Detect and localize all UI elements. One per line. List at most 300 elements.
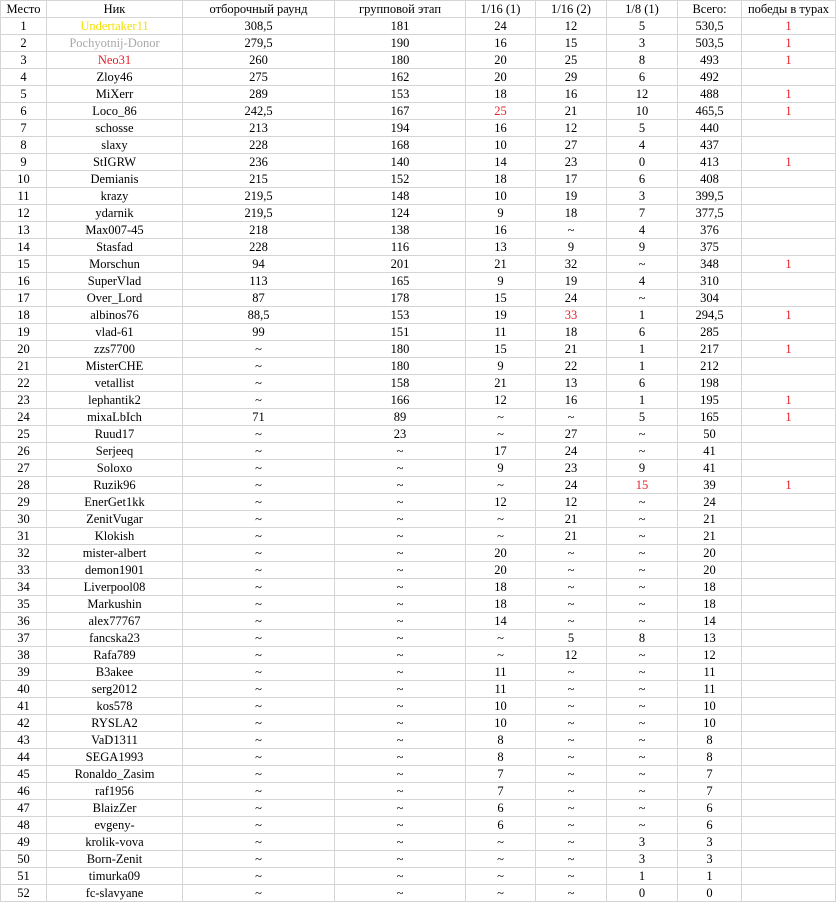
table-row — [1, 545, 836, 562]
r16-leg1-cell: ~ — [607, 528, 678, 545]
nick-cell: StIGRW — [47, 154, 183, 171]
table-row — [1, 171, 836, 188]
round-wins-cell — [742, 562, 836, 579]
r32-leg1-cell: 8 — [466, 749, 536, 766]
r32-leg2-cell: 24 — [536, 290, 607, 307]
total-cell: 377,5 — [678, 205, 742, 222]
round-wins-cell — [742, 885, 836, 902]
nick-cell: Morschun — [47, 256, 183, 273]
r32-leg1-cell: 8 — [466, 732, 536, 749]
place-cell: 45 — [1, 766, 47, 783]
col-header-round-wins: победы в турах — [742, 1, 836, 18]
total-cell: 39 — [678, 477, 742, 494]
total-cell: 198 — [678, 375, 742, 392]
nick-cell: fancska23 — [47, 630, 183, 647]
r32-leg2-cell: 21 — [536, 511, 607, 528]
round-wins-cell — [742, 528, 836, 545]
round-wins-cell — [742, 443, 836, 460]
qualifying-cell: ~ — [183, 868, 335, 885]
group-cell: ~ — [335, 868, 466, 885]
table-row — [1, 69, 836, 86]
nick-cell: Soloxo — [47, 460, 183, 477]
nick-cell: slaxy — [47, 137, 183, 154]
round-wins-cell — [742, 273, 836, 290]
table-row — [1, 426, 836, 443]
nick-cell: Liverpool08 — [47, 579, 183, 596]
round-wins-cell — [742, 783, 836, 800]
r16-leg1-cell: ~ — [607, 613, 678, 630]
qualifying-cell: ~ — [183, 494, 335, 511]
group-cell: 194 — [335, 120, 466, 137]
round-wins-cell — [742, 426, 836, 443]
col-header-round-of-16-leg1: 1/8 (1) — [607, 1, 678, 18]
place-cell: 4 — [1, 69, 47, 86]
nick-cell: krazy — [47, 188, 183, 205]
nick-cell: Stasfad — [47, 239, 183, 256]
qualifying-cell: 228 — [183, 239, 335, 256]
r32-leg1-cell: 10 — [466, 188, 536, 205]
qualifying-cell: 289 — [183, 86, 335, 103]
qualifying-cell: ~ — [183, 341, 335, 358]
qualifying-cell: ~ — [183, 749, 335, 766]
r32-leg2-cell: ~ — [536, 817, 607, 834]
total-cell: 348 — [678, 256, 742, 273]
round-wins-cell — [742, 613, 836, 630]
group-cell: 153 — [335, 86, 466, 103]
total-cell: 3 — [678, 834, 742, 851]
nick-cell: krolik-vova — [47, 834, 183, 851]
round-wins-cell — [742, 766, 836, 783]
place-cell: 6 — [1, 103, 47, 120]
table-row — [1, 137, 836, 154]
total-cell: 50 — [678, 426, 742, 443]
place-cell: 20 — [1, 341, 47, 358]
place-cell: 38 — [1, 647, 47, 664]
qualifying-cell: 213 — [183, 120, 335, 137]
r16-leg1-cell: 4 — [607, 273, 678, 290]
r16-leg1-cell: 15 — [607, 477, 678, 494]
place-cell: 15 — [1, 256, 47, 273]
table-row — [1, 188, 836, 205]
total-cell: 6 — [678, 800, 742, 817]
r32-leg1-cell: 12 — [466, 392, 536, 409]
r32-leg1-cell: 16 — [466, 35, 536, 52]
round-wins-cell — [742, 69, 836, 86]
r32-leg2-cell: 21 — [536, 528, 607, 545]
round-wins-cell — [742, 239, 836, 256]
table-row — [1, 52, 836, 69]
total-cell: 294,5 — [678, 307, 742, 324]
round-wins-cell — [742, 358, 836, 375]
qualifying-cell: ~ — [183, 885, 335, 902]
qualifying-cell: ~ — [183, 545, 335, 562]
total-cell: 408 — [678, 171, 742, 188]
r32-leg2-cell: 29 — [536, 69, 607, 86]
nick-cell: Zloy46 — [47, 69, 183, 86]
r32-leg1-cell: 19 — [466, 307, 536, 324]
r32-leg2-cell: 5 — [536, 630, 607, 647]
nick-cell: vlad-61 — [47, 324, 183, 341]
table-row — [1, 409, 836, 426]
col-header-place: Место — [1, 1, 47, 18]
total-cell: 285 — [678, 324, 742, 341]
table-row — [1, 528, 836, 545]
round-wins-cell — [742, 664, 836, 681]
r16-leg1-cell: 1 — [607, 341, 678, 358]
nick-cell: schosse — [47, 120, 183, 137]
nick-cell: Serjeeq — [47, 443, 183, 460]
table-row — [1, 494, 836, 511]
table-row — [1, 579, 836, 596]
r16-leg1-cell: ~ — [607, 766, 678, 783]
place-cell: 10 — [1, 171, 47, 188]
r32-leg1-cell: ~ — [466, 511, 536, 528]
r32-leg2-cell: ~ — [536, 834, 607, 851]
nick-cell: alex77767 — [47, 613, 183, 630]
total-cell: 13 — [678, 630, 742, 647]
round-wins-cell: 1 — [742, 477, 836, 494]
r32-leg2-cell: 21 — [536, 341, 607, 358]
r32-leg2-cell: ~ — [536, 715, 607, 732]
place-cell: 17 — [1, 290, 47, 307]
table-row — [1, 460, 836, 477]
total-cell: 20 — [678, 562, 742, 579]
nick-cell: Pochyotnij-Donor — [47, 35, 183, 52]
qualifying-cell: ~ — [183, 647, 335, 664]
table-row — [1, 205, 836, 222]
group-cell: ~ — [335, 477, 466, 494]
total-cell: 21 — [678, 528, 742, 545]
r32-leg1-cell: 14 — [466, 613, 536, 630]
r32-leg1-cell: 10 — [466, 715, 536, 732]
place-cell: 19 — [1, 324, 47, 341]
group-cell: ~ — [335, 579, 466, 596]
r32-leg1-cell: 18 — [466, 86, 536, 103]
place-cell: 50 — [1, 851, 47, 868]
r32-leg1-cell: 17 — [466, 443, 536, 460]
nick-cell: RYSLA2 — [47, 715, 183, 732]
qualifying-cell: 219,5 — [183, 205, 335, 222]
r32-leg2-cell: 9 — [536, 239, 607, 256]
table-row — [1, 783, 836, 800]
r32-leg1-cell: ~ — [466, 528, 536, 545]
r16-leg1-cell: 0 — [607, 885, 678, 902]
place-cell: 51 — [1, 868, 47, 885]
total-cell: 24 — [678, 494, 742, 511]
total-cell: 375 — [678, 239, 742, 256]
qualifying-cell: ~ — [183, 732, 335, 749]
r32-leg1-cell: 21 — [466, 375, 536, 392]
place-cell: 48 — [1, 817, 47, 834]
place-cell: 16 — [1, 273, 47, 290]
qualifying-cell: 71 — [183, 409, 335, 426]
nick-cell: Loco_86 — [47, 103, 183, 120]
group-cell: ~ — [335, 528, 466, 545]
r32-leg1-cell: 18 — [466, 596, 536, 613]
r32-leg2-cell: 33 — [536, 307, 607, 324]
qualifying-cell: ~ — [183, 715, 335, 732]
qualifying-cell: ~ — [183, 460, 335, 477]
r16-leg1-cell: 9 — [607, 239, 678, 256]
group-cell: ~ — [335, 460, 466, 477]
total-cell: 6 — [678, 817, 742, 834]
qualifying-cell: 279,5 — [183, 35, 335, 52]
col-header-round-of-32-leg2: 1/16 (2) — [536, 1, 607, 18]
r16-leg1-cell: ~ — [607, 681, 678, 698]
place-cell: 18 — [1, 307, 47, 324]
table-row — [1, 681, 836, 698]
qualifying-cell: ~ — [183, 800, 335, 817]
place-cell: 40 — [1, 681, 47, 698]
r16-leg1-cell: 8 — [607, 52, 678, 69]
place-cell: 43 — [1, 732, 47, 749]
r32-leg1-cell: ~ — [466, 477, 536, 494]
r32-leg2-cell: ~ — [536, 579, 607, 596]
place-cell: 34 — [1, 579, 47, 596]
round-wins-cell — [742, 647, 836, 664]
place-cell: 13 — [1, 222, 47, 239]
place-cell: 12 — [1, 205, 47, 222]
group-cell: ~ — [335, 817, 466, 834]
total-cell: 465,5 — [678, 103, 742, 120]
qualifying-cell: ~ — [183, 596, 335, 613]
total-cell: 18 — [678, 596, 742, 613]
round-wins-cell: 1 — [742, 154, 836, 171]
r32-leg1-cell: ~ — [466, 647, 536, 664]
r32-leg2-cell: 18 — [536, 205, 607, 222]
place-cell: 26 — [1, 443, 47, 460]
total-cell: 3 — [678, 851, 742, 868]
r16-leg1-cell: ~ — [607, 698, 678, 715]
group-cell: ~ — [335, 664, 466, 681]
table-row — [1, 35, 836, 52]
nick-cell: SEGA1993 — [47, 749, 183, 766]
table-row — [1, 18, 836, 35]
total-cell: 437 — [678, 137, 742, 154]
r32-leg1-cell: 15 — [466, 341, 536, 358]
r32-leg1-cell: ~ — [466, 834, 536, 851]
group-cell: ~ — [335, 715, 466, 732]
r32-leg2-cell: 32 — [536, 256, 607, 273]
r32-leg2-cell: ~ — [536, 613, 607, 630]
total-cell: 217 — [678, 341, 742, 358]
nick-cell: ydarnik — [47, 205, 183, 222]
r32-leg2-cell: ~ — [536, 698, 607, 715]
r32-leg2-cell: 19 — [536, 188, 607, 205]
round-wins-cell — [742, 800, 836, 817]
group-cell: 140 — [335, 154, 466, 171]
place-cell: 1 — [1, 18, 47, 35]
table-row — [1, 290, 836, 307]
r32-leg2-cell: ~ — [536, 545, 607, 562]
place-cell: 36 — [1, 613, 47, 630]
r16-leg1-cell: 1 — [607, 307, 678, 324]
qualifying-cell: 113 — [183, 273, 335, 290]
nick-cell: Neo31 — [47, 52, 183, 69]
r16-leg1-cell: 3 — [607, 188, 678, 205]
total-cell: 399,5 — [678, 188, 742, 205]
table-row — [1, 851, 836, 868]
r32-leg1-cell: 12 — [466, 494, 536, 511]
r16-leg1-cell: ~ — [607, 749, 678, 766]
group-cell: ~ — [335, 562, 466, 579]
qualifying-cell: 260 — [183, 52, 335, 69]
r32-leg1-cell: 6 — [466, 800, 536, 817]
r32-leg2-cell: ~ — [536, 562, 607, 579]
r32-leg2-cell: 23 — [536, 154, 607, 171]
table-row — [1, 817, 836, 834]
round-wins-cell — [742, 205, 836, 222]
round-wins-cell — [742, 834, 836, 851]
r32-leg2-cell: ~ — [536, 766, 607, 783]
group-cell: ~ — [335, 443, 466, 460]
nick-cell: Ronaldo_Zasim — [47, 766, 183, 783]
round-wins-cell — [742, 579, 836, 596]
qualifying-cell: 242,5 — [183, 103, 335, 120]
group-cell: ~ — [335, 511, 466, 528]
total-cell: 10 — [678, 698, 742, 715]
nick-cell: kos578 — [47, 698, 183, 715]
table-row — [1, 358, 836, 375]
r32-leg2-cell: 12 — [536, 120, 607, 137]
qualifying-cell: 88,5 — [183, 307, 335, 324]
nick-cell: Over_Lord — [47, 290, 183, 307]
r32-leg1-cell: ~ — [466, 426, 536, 443]
qualifying-cell: 99 — [183, 324, 335, 341]
r32-leg1-cell: 9 — [466, 358, 536, 375]
nick-cell: VaD1311 — [47, 732, 183, 749]
place-cell: 5 — [1, 86, 47, 103]
qualifying-cell: 228 — [183, 137, 335, 154]
nick-cell: mister-albert — [47, 545, 183, 562]
round-wins-cell — [742, 137, 836, 154]
r32-leg2-cell: 24 — [536, 443, 607, 460]
r32-leg1-cell: 20 — [466, 52, 536, 69]
qualifying-cell: 308,5 — [183, 18, 335, 35]
r32-leg1-cell: 11 — [466, 324, 536, 341]
col-header-total: Всего: — [678, 1, 742, 18]
table-row — [1, 511, 836, 528]
nick-cell: mixaLbIch — [47, 409, 183, 426]
group-cell: ~ — [335, 834, 466, 851]
nick-cell: evgeny- — [47, 817, 183, 834]
r32-leg2-cell: 16 — [536, 86, 607, 103]
group-cell: 167 — [335, 103, 466, 120]
total-cell: 8 — [678, 732, 742, 749]
group-cell: ~ — [335, 698, 466, 715]
r32-leg1-cell: ~ — [466, 868, 536, 885]
place-cell: 47 — [1, 800, 47, 817]
r16-leg1-cell: 9 — [607, 460, 678, 477]
total-cell: 376 — [678, 222, 742, 239]
place-cell: 14 — [1, 239, 47, 256]
qualifying-cell: ~ — [183, 664, 335, 681]
nick-cell: Ruud17 — [47, 426, 183, 443]
r16-leg1-cell: ~ — [607, 596, 678, 613]
table-row — [1, 443, 836, 460]
nick-cell: zzs7700 — [47, 341, 183, 358]
col-header-group-stage: групповой этап — [335, 1, 466, 18]
r32-leg1-cell: 7 — [466, 766, 536, 783]
round-wins-cell — [742, 222, 836, 239]
nick-cell: MisterCHE — [47, 358, 183, 375]
round-wins-cell — [742, 732, 836, 749]
table-row — [1, 800, 836, 817]
r16-leg1-cell: 5 — [607, 18, 678, 35]
r16-leg1-cell: 3 — [607, 35, 678, 52]
group-cell: ~ — [335, 885, 466, 902]
qualifying-cell: ~ — [183, 477, 335, 494]
qualifying-cell: ~ — [183, 851, 335, 868]
r16-leg1-cell: 6 — [607, 69, 678, 86]
round-wins-cell — [742, 698, 836, 715]
qualifying-cell: 219,5 — [183, 188, 335, 205]
round-wins-cell: 1 — [742, 307, 836, 324]
total-cell: 8 — [678, 749, 742, 766]
qualifying-cell: ~ — [183, 766, 335, 783]
r32-leg1-cell: 14 — [466, 154, 536, 171]
place-cell: 9 — [1, 154, 47, 171]
total-cell: 195 — [678, 392, 742, 409]
group-cell: 190 — [335, 35, 466, 52]
r32-leg1-cell: 13 — [466, 239, 536, 256]
qualifying-cell: ~ — [183, 358, 335, 375]
qualifying-cell: ~ — [183, 528, 335, 545]
r32-leg2-cell: 21 — [536, 103, 607, 120]
table-row — [1, 239, 836, 256]
round-wins-cell — [742, 715, 836, 732]
table-row — [1, 596, 836, 613]
group-cell: ~ — [335, 545, 466, 562]
r32-leg2-cell: 16 — [536, 392, 607, 409]
r32-leg1-cell: 7 — [466, 783, 536, 800]
r16-leg1-cell: 3 — [607, 834, 678, 851]
round-wins-cell — [742, 171, 836, 188]
round-wins-cell — [742, 681, 836, 698]
group-cell: ~ — [335, 647, 466, 664]
r16-leg1-cell: 10 — [607, 103, 678, 120]
place-cell: 44 — [1, 749, 47, 766]
qualifying-cell: 94 — [183, 256, 335, 273]
r32-leg1-cell: 24 — [466, 18, 536, 35]
group-cell: 180 — [335, 358, 466, 375]
round-wins-cell: 1 — [742, 341, 836, 358]
table-row — [1, 256, 836, 273]
round-wins-cell — [742, 290, 836, 307]
round-wins-cell: 1 — [742, 256, 836, 273]
nick-cell: lephantik2 — [47, 392, 183, 409]
total-cell: 413 — [678, 154, 742, 171]
table-row — [1, 222, 836, 239]
place-cell: 3 — [1, 52, 47, 69]
qualifying-cell: 236 — [183, 154, 335, 171]
table-row — [1, 613, 836, 630]
r16-leg1-cell: 1 — [607, 392, 678, 409]
total-cell: 440 — [678, 120, 742, 137]
table-row — [1, 732, 836, 749]
nick-cell: Ruzik96 — [47, 477, 183, 494]
nick-cell: ZenitVugar — [47, 511, 183, 528]
r16-leg1-cell: ~ — [607, 511, 678, 528]
place-cell: 35 — [1, 596, 47, 613]
col-header-qualifying-round: отборочный раунд — [183, 1, 335, 18]
total-cell: 304 — [678, 290, 742, 307]
place-cell: 39 — [1, 664, 47, 681]
round-wins-cell — [742, 375, 836, 392]
total-cell: 488 — [678, 86, 742, 103]
round-wins-cell — [742, 188, 836, 205]
group-cell: 23 — [335, 426, 466, 443]
